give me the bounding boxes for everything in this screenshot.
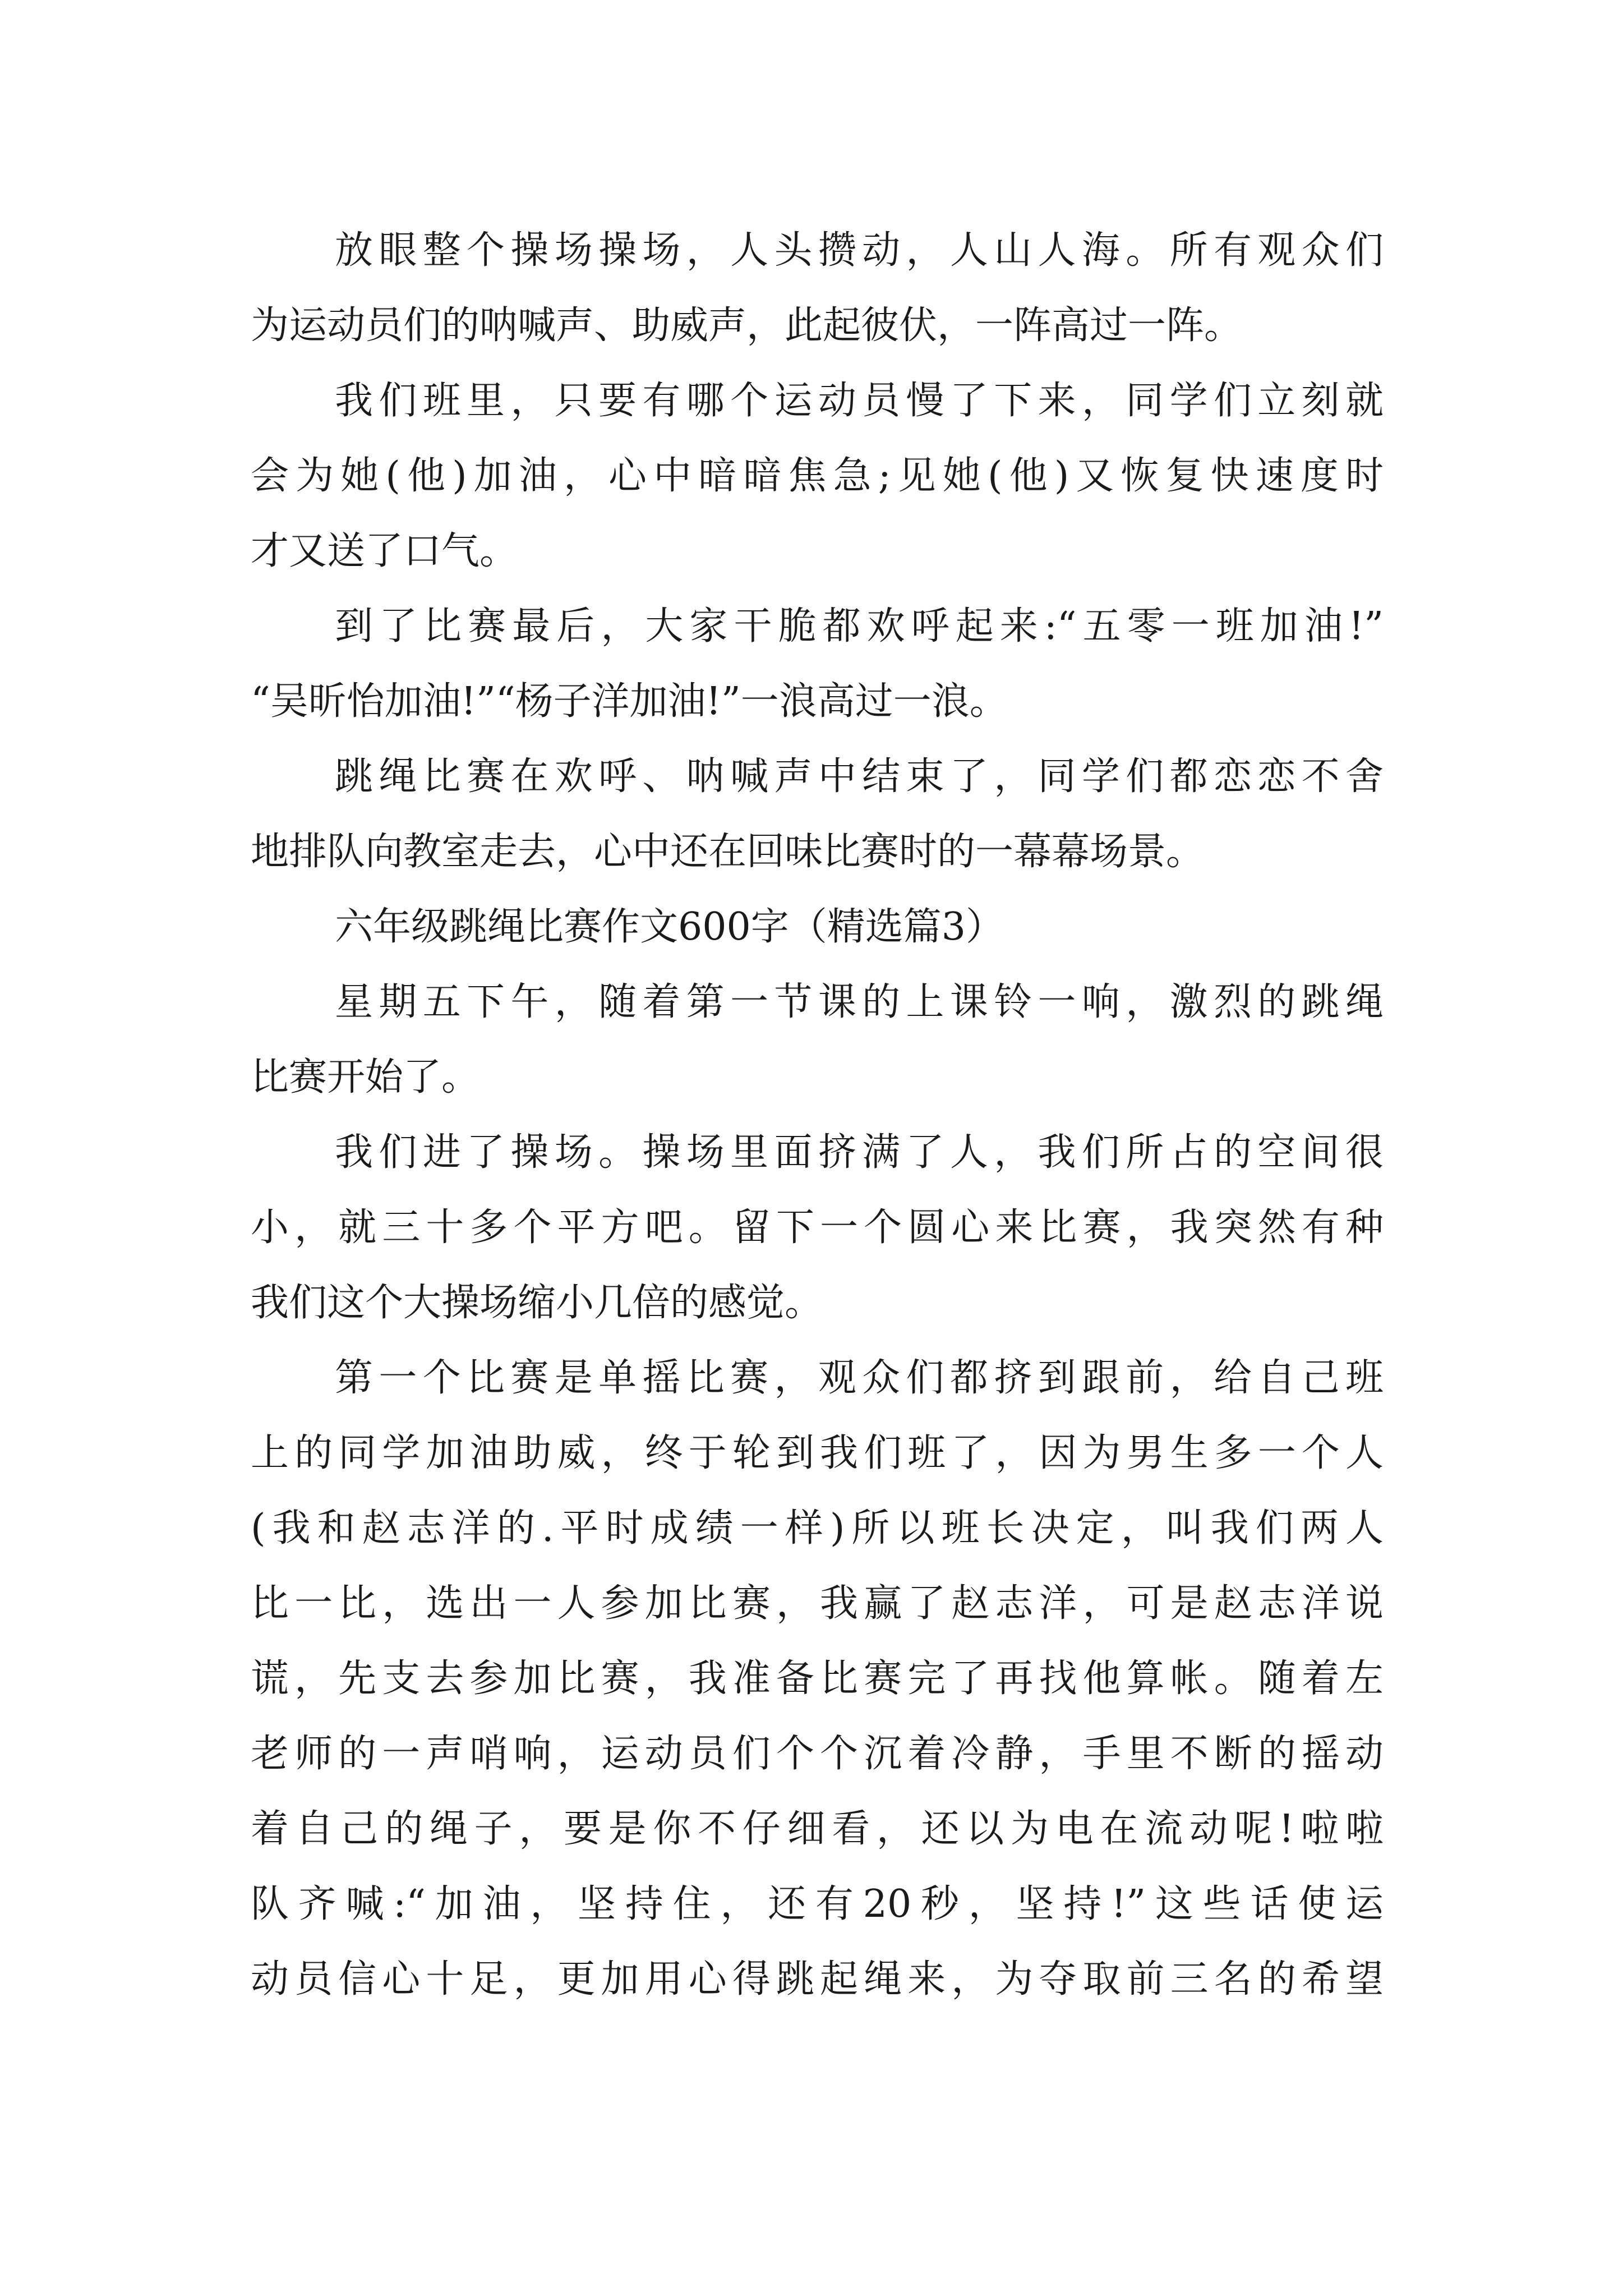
paragraph-line: 队齐喊:“加油，坚持住，还有20秒，坚持!”这些话使运 — [251, 1882, 1384, 1926]
document-body — [251, 213, 1384, 2017]
paragraph-line: 上的同学加油助威，终于轮到我们班了，因为男生多一个人 — [251, 1431, 1384, 1475]
paragraph-line: 着自己的绳子，要是你不仔细看，还以为电在流动呢!啦啦 — [251, 1807, 1384, 1851]
paragraph-line: (我和赵志洋的.平时成绩一样)所以班长决定，叫我们两人 — [251, 1506, 1384, 1550]
paragraph-line: 为运动员们的呐喊声、助威声，此起彼伏，一阵高过一阵。 — [251, 303, 1243, 348]
paragraph-line: 小，就三十多个平方吧。留下一个圆心来比赛，我突然有种 — [251, 1205, 1384, 1250]
paragraph-line: 老师的一声哨响，运动员们个个沉着冷静，手里不断的摇动 — [251, 1732, 1384, 1776]
paragraph-line: 第一个比赛是单摇比赛，观众们都挤到跟前，给自己班 — [335, 1356, 1384, 1400]
paragraph-line: 我们班里，只要有哪个运动员慢了下来，同学们立刻就 — [335, 379, 1384, 423]
section-heading: 六年级跳绳比赛作文600字（精选篇3） — [335, 905, 1004, 949]
paragraph-line: “吴昕怡加油!”“杨子洋加油!”一浪高过一浪。 — [251, 679, 1008, 724]
paragraph-line: 动员信心十足，更加用心得跳起绳来，为夺取前三名的希望 — [251, 1957, 1384, 2001]
paragraph-line: 会为她(他)加油，心中暗暗焦急;见她(他)又恢复快速度时 — [251, 454, 1384, 498]
paragraph-line: 星期五下午，随着第一节课的上课铃一响，激烈的跳绳 — [335, 980, 1384, 1024]
paragraph-line: 才又送了口气。 — [251, 529, 518, 573]
paragraph-line: 地排队向教室走去，心中还在回味比赛时的一幕幕场景。 — [251, 830, 1205, 874]
paragraph-line: 我们这个大操场缩小几倍的感觉。 — [251, 1281, 823, 1325]
paragraph-line: 谎，先支去参加比赛，我准备比赛完了再找他算帐。随着左 — [251, 1657, 1384, 1701]
paragraph-line: 我们进了操场。操场里面挤满了人，我们所占的空间很 — [335, 1130, 1384, 1175]
paragraph-line: 跳绳比赛在欢呼、呐喊声中结束了，同学们都恋恋不舍 — [335, 754, 1384, 799]
paragraph-line: 放眼整个操场操场，人头攒动，人山人海。所有观众们 — [335, 228, 1384, 273]
paragraph-line: 比赛开始了。 — [251, 1055, 480, 1099]
paragraph-line: 比一比，选出一人参加比赛，我赢了赵志洋，可是赵志洋说 — [251, 1581, 1384, 1626]
paragraph-line: 到了比赛最后，大家干脆都欢呼起来:“五零一班加油!” — [335, 604, 1384, 648]
